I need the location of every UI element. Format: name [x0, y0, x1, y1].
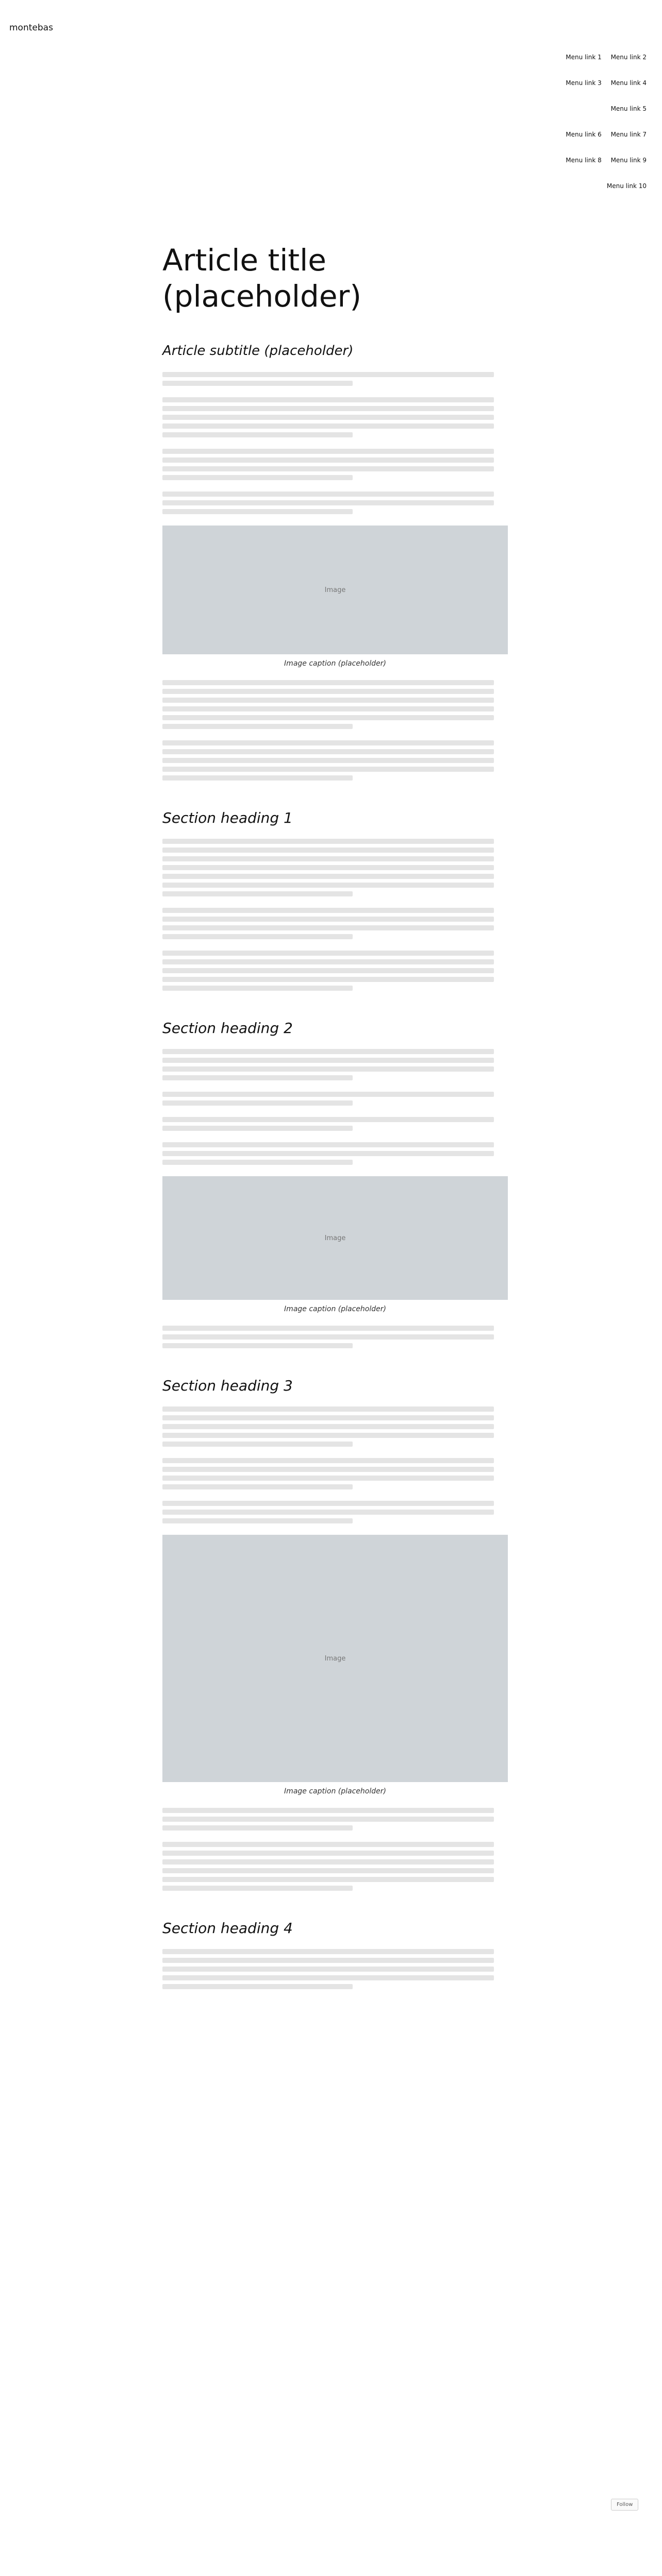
paragraph-placeholder: [162, 372, 508, 386]
article-body-section: [162, 1326, 508, 1348]
article-body-section: [162, 1049, 508, 1165]
article-subtitle: Article subtitle (placeholder): [162, 343, 354, 359]
text-line-placeholder: [162, 397, 494, 402]
text-line-placeholder: [162, 1433, 494, 1438]
text-line-placeholder: [162, 1825, 353, 1831]
nav-link[interactable]: Menu link 3: [566, 79, 602, 87]
nav-link[interactable]: Menu link 5: [610, 105, 647, 112]
article-body-section: [162, 1949, 508, 1989]
text-line-placeholder: [162, 1092, 494, 1097]
paragraph-placeholder: [162, 1458, 508, 1489]
paragraph-placeholder: [162, 839, 508, 896]
text-line-placeholder: [162, 1501, 494, 1506]
text-line-placeholder: [162, 449, 494, 454]
text-line-placeholder: [162, 1984, 353, 1989]
text-line-placeholder: [162, 1424, 494, 1429]
text-line-placeholder: [162, 1406, 494, 1412]
image-caption: Image caption (placeholder): [284, 1787, 386, 1795]
text-line-placeholder: [162, 1142, 494, 1147]
text-line-placeholder: [162, 406, 494, 411]
text-line-placeholder: [162, 1151, 494, 1156]
text-line-placeholder: [162, 775, 353, 781]
text-line-placeholder: [162, 968, 494, 973]
text-line-placeholder: [162, 680, 494, 685]
paragraph-placeholder: [162, 492, 508, 514]
paragraph-placeholder: [162, 680, 508, 729]
text-line-placeholder: [162, 1868, 494, 1873]
paragraph-placeholder: [162, 1501, 508, 1523]
section-heading: Section heading 2: [162, 1020, 293, 1037]
text-line-placeholder: [162, 1467, 494, 1472]
text-line-placeholder: [162, 1100, 353, 1106]
nav-link[interactable]: Menu link 7: [610, 131, 647, 138]
text-line-placeholder: [162, 1160, 353, 1165]
text-line-placeholder: [162, 689, 494, 694]
text-line-placeholder: [162, 1126, 353, 1131]
text-line-placeholder: [162, 1415, 494, 1420]
text-line-placeholder: [162, 415, 494, 420]
paragraph-placeholder: [162, 951, 508, 991]
text-line-placeholder: [162, 698, 494, 703]
text-line-placeholder: [162, 883, 494, 888]
article-body-section: [162, 839, 508, 991]
paragraph-placeholder: [162, 397, 508, 437]
text-line-placeholder: [162, 1877, 494, 1882]
text-line-placeholder: [162, 977, 494, 982]
text-line-placeholder: [162, 432, 353, 437]
text-line-placeholder: [162, 715, 494, 720]
paragraph-placeholder: [162, 740, 508, 781]
article-body-section: [162, 1406, 508, 1523]
text-line-placeholder: [162, 839, 494, 844]
text-line-placeholder: [162, 492, 494, 497]
text-line-placeholder: [162, 1058, 494, 1063]
text-line-placeholder: [162, 959, 494, 964]
article-body-section: [162, 1808, 508, 1891]
text-line-placeholder: [162, 1886, 353, 1891]
paragraph-placeholder: [162, 1117, 508, 1131]
text-line-placeholder: [162, 1117, 494, 1122]
text-line-placeholder: [162, 423, 494, 429]
text-line-placeholder: [162, 381, 353, 386]
paragraph-placeholder: [162, 1949, 508, 1989]
text-line-placeholder: [162, 1949, 494, 1954]
text-line-placeholder: [162, 1476, 494, 1481]
section-heading: Section heading 3: [162, 1377, 293, 1394]
text-line-placeholder: [162, 1326, 494, 1331]
text-line-placeholder: [162, 509, 353, 514]
text-line-placeholder: [162, 500, 494, 505]
article-figure: [162, 526, 508, 668]
site-title[interactable]: montebas: [9, 23, 53, 33]
text-line-placeholder: [162, 934, 353, 939]
text-line-placeholder: [162, 856, 494, 861]
image-caption: Image caption (placeholder): [284, 659, 386, 668]
article: [162, 0, 508, 2021]
article-body-section: [162, 680, 508, 781]
text-line-placeholder: [162, 466, 494, 471]
text-line-placeholder: [162, 1343, 353, 1348]
text-line-placeholder: [162, 1484, 353, 1489]
article-image: Image: [162, 526, 508, 654]
nav-link[interactable]: Menu link 2: [610, 54, 647, 61]
text-line-placeholder: [162, 1510, 494, 1515]
text-line-placeholder: [162, 951, 494, 956]
nav-link[interactable]: Menu link 9: [610, 157, 647, 164]
paragraph-placeholder: [162, 1092, 508, 1106]
article-body-section: [162, 372, 508, 514]
text-line-placeholder: [162, 767, 494, 772]
text-line-placeholder: [162, 706, 494, 711]
text-line-placeholder: [162, 1967, 494, 1972]
paragraph-placeholder: [162, 1842, 508, 1891]
nav-link[interactable]: Menu link 1: [566, 54, 602, 61]
paragraph-placeholder: [162, 1142, 508, 1165]
text-line-placeholder: [162, 1859, 494, 1865]
paragraph-placeholder: [162, 1049, 508, 1080]
text-line-placeholder: [162, 908, 494, 913]
follow-button[interactable]: Follow: [611, 2499, 638, 2511]
text-line-placeholder: [162, 1458, 494, 1463]
text-line-placeholder: [162, 925, 494, 930]
section-heading: Section heading 1: [162, 809, 293, 826]
nav-link[interactable]: Menu link 8: [566, 157, 602, 164]
text-line-placeholder: [162, 986, 353, 991]
paragraph-placeholder: [162, 1326, 508, 1348]
text-line-placeholder: [162, 1442, 353, 1447]
text-line-placeholder: [162, 865, 494, 870]
text-line-placeholder: [162, 1334, 494, 1340]
text-line-placeholder: [162, 1975, 494, 1980]
text-line-placeholder: [162, 874, 494, 879]
article-figure: [162, 1535, 508, 1795]
text-line-placeholder: [162, 1075, 353, 1080]
text-line-placeholder: [162, 848, 494, 853]
text-line-placeholder: [162, 758, 494, 763]
text-line-placeholder: [162, 475, 353, 480]
text-line-placeholder: [162, 1851, 494, 1856]
nav-link[interactable]: Menu link 6: [566, 131, 602, 138]
text-line-placeholder: [162, 1808, 494, 1813]
text-line-placeholder: [162, 1066, 494, 1072]
text-line-placeholder: [162, 917, 494, 922]
page-title: Article title (placeholder): [162, 243, 362, 314]
text-line-placeholder: [162, 891, 353, 896]
article-image: Image: [162, 1535, 508, 1782]
text-line-placeholder: [162, 1049, 494, 1054]
text-line-placeholder: [162, 1518, 353, 1523]
paragraph-placeholder: [162, 1406, 508, 1447]
text-line-placeholder: [162, 724, 353, 729]
text-line-placeholder: [162, 749, 494, 754]
section-heading: Section heading 4: [162, 1920, 293, 1937]
text-line-placeholder: [162, 372, 494, 377]
nav-link[interactable]: Menu link 4: [610, 79, 647, 87]
article-figure: [162, 1176, 508, 1313]
nav-link[interactable]: Menu link 10: [606, 182, 647, 190]
text-line-placeholder: [162, 740, 494, 745]
text-line-placeholder: [162, 457, 494, 463]
paragraph-placeholder: [162, 449, 508, 480]
article-image: Image: [162, 1176, 508, 1300]
paragraph-placeholder: [162, 1808, 508, 1831]
text-line-placeholder: [162, 1958, 494, 1963]
paragraph-placeholder: [162, 908, 508, 939]
image-caption: Image caption (placeholder): [284, 1305, 386, 1313]
text-line-placeholder: [162, 1842, 494, 1847]
text-line-placeholder: [162, 1817, 494, 1822]
